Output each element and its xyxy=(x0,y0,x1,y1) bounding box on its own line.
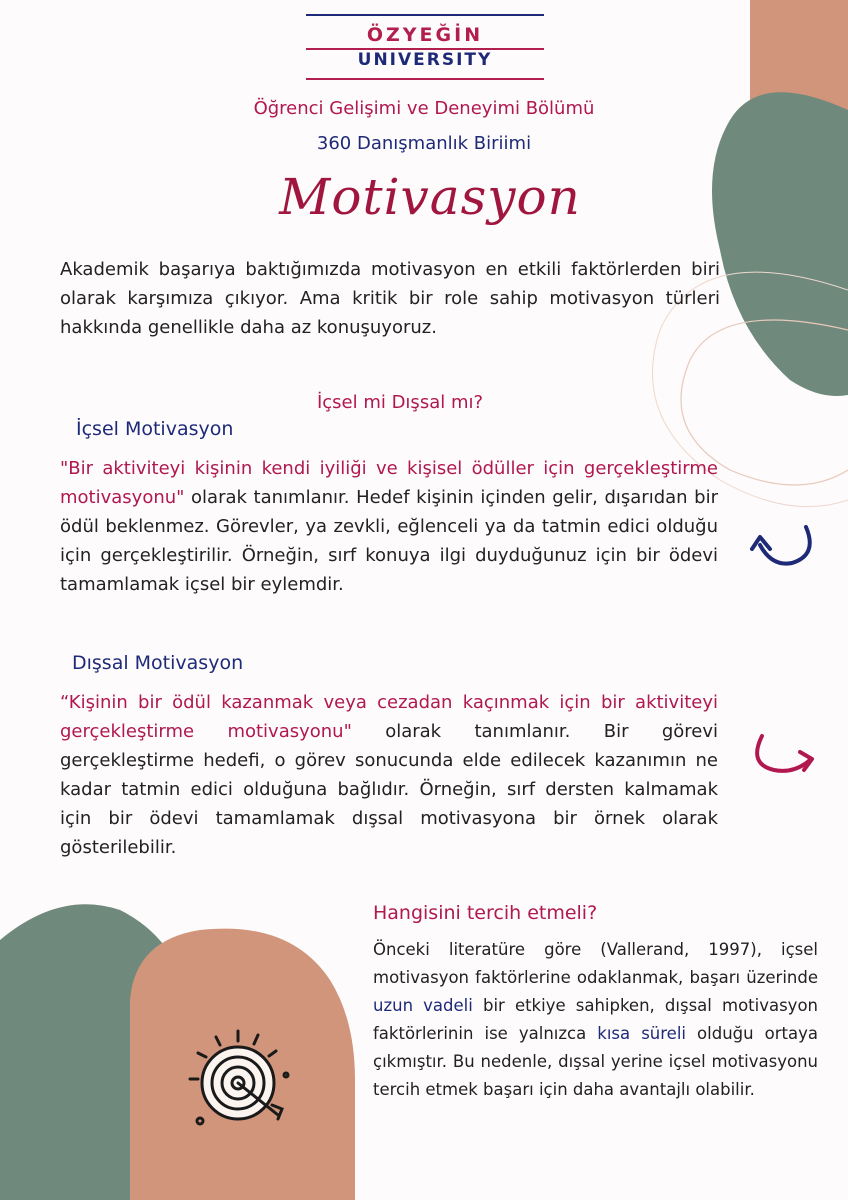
tercih-text-1: Önceki literatüre göre (Vallerand, 1997), içsel motivasyon faktörlerine odaklanmak, başarı üzerinde xyxy=(373,940,818,987)
tercih-text-2: bir etkiye sahipken, dışsal motivasyon faktörlerinin ise yalnızca xyxy=(373,996,819,1043)
icsel-heading: İçsel Motivasyon xyxy=(76,418,234,440)
unit-name: 360 Danışmanlık Biriimi xyxy=(316,133,532,154)
tercih-heading: Hangisini tercih etmeli? xyxy=(373,902,598,924)
logo-top-rule xyxy=(306,14,544,16)
curved-arrow-right-icon xyxy=(748,730,818,790)
department-name: Öğrenci Gelişimi ve Deneyimi Bölümü xyxy=(253,98,595,119)
icsel-rest: olarak tanımlanır. Hedef kişinin içinden gelir, dışarıdan bir ödül beklenmez. Görevler, ya zevkli, eğlenceli ya da tatmin edici olduğu için gerçekleştirilir. Örneğin, sırf konuya ilgi duyduğunuz için bir ödevi tamamlamak içsel bir eylemdir. xyxy=(60,487,718,595)
question-heading: İçsel mi Dışsal mı? xyxy=(316,392,484,413)
highlight-short-term: kısa süreli xyxy=(597,1024,686,1043)
curved-arrow-left-icon xyxy=(748,515,818,575)
icsel-quote: "Bir aktiviteyi kişinin kendi iyiliği ve kişisel ödüller için gerçekleştirme motivasyonu" xyxy=(60,458,718,508)
tercih-paragraph xyxy=(373,936,818,1104)
icsel-paragraph xyxy=(60,454,718,599)
dissal-rest: olarak tanımlanır. Bir görevi gerçekleştirme hedefi, o görev sonucunda elde edilecek kazanımın ne kadar tatmin edici olduğuna bağlıdır. Örneğin, sırf dersten kalmamak için bir ödevi tamamlamak dışsal motivasyona bir örnek olarak gösterilebilir. xyxy=(60,721,718,858)
page-title: Motivasyon xyxy=(279,168,581,226)
dissal-paragraph xyxy=(60,688,718,862)
dissal-quote: “Kişinin bir ödül kazanmak veya cezadan kaçınmak için bir aktiviteyi gerçekleştirme motivasyonu" xyxy=(60,692,718,742)
dissal-heading: Dışsal Motivasyon xyxy=(72,652,244,674)
logo-line2: UNIVERSITY xyxy=(357,50,493,70)
tercih-text-3: olduğu ortaya çıkmıştır. Bu nedenle, dışsal yerine içsel motivasyonu tercih etmek başarı için daha avantajlı olabilir. xyxy=(373,1024,818,1099)
logo-line1: ÖZYEĞİN xyxy=(366,24,484,46)
logo-bottom-rule xyxy=(306,78,544,80)
target-dartboard-icon xyxy=(186,1025,296,1135)
university-logo xyxy=(306,14,544,82)
highlight-long-term: uzun vadeli xyxy=(373,996,473,1015)
intro-paragraph: Akademik başarıya baktığımızda motivasyon en etkili faktörlerden biri olarak karşımıza çıkıyor. Ama kritik bir role sahip motivasyon türleri hakkında genellikle daha az konuşuyoruz. xyxy=(60,259,720,338)
